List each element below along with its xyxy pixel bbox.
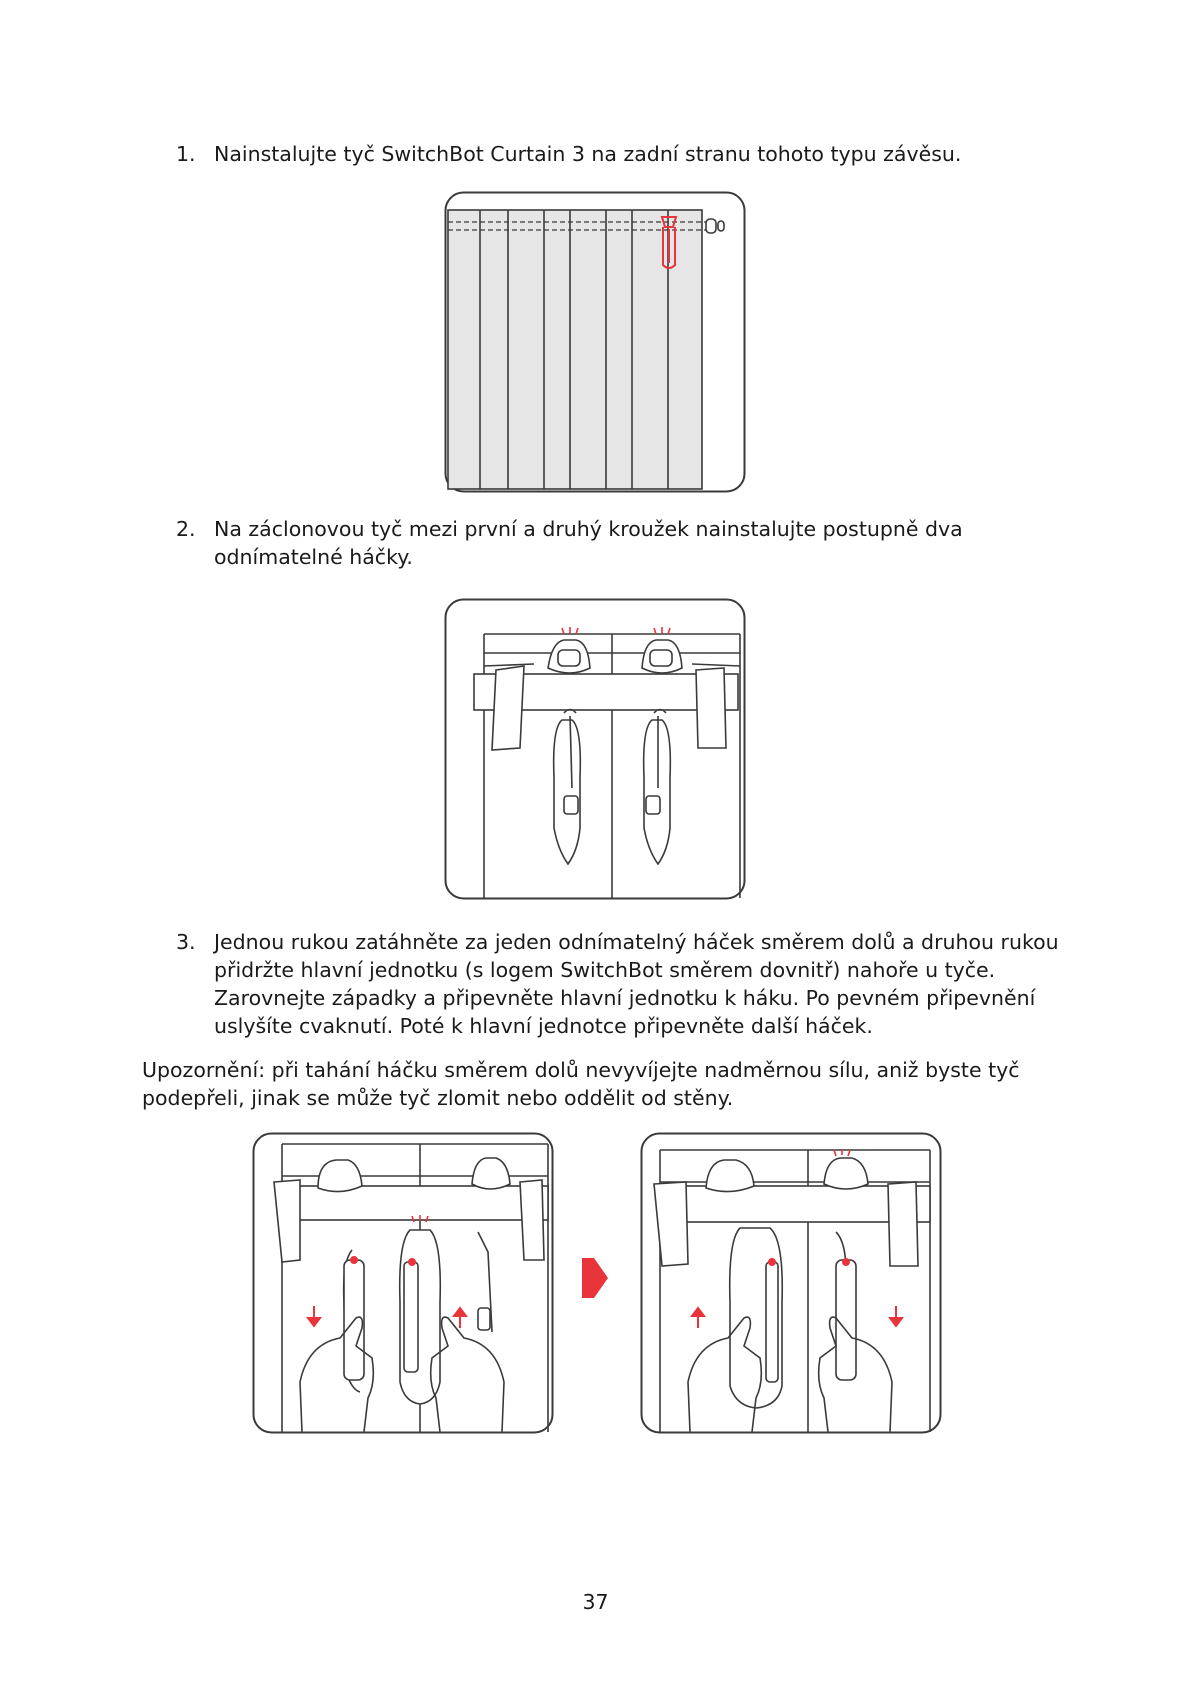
- warning-note: [142, 1056, 1020, 1112]
- panel-before: [254, 1134, 553, 1433]
- step-line: Na záclonovou tyč mezi první a druhý kroužek nainstalujte postupně dva: [214, 517, 963, 541]
- step-number: 2.: [176, 517, 196, 541]
- step-number: 1.: [176, 142, 196, 166]
- step-number: 3.: [176, 930, 196, 954]
- figure-attach-main-unit: [252, 1132, 942, 1434]
- panel-after: [642, 1134, 941, 1433]
- next-arrow-icon: [582, 1258, 608, 1298]
- step-line: Jednou rukou zatáhněte za jeden odnímatelný háček směrem dolů a druhou rukou: [214, 930, 1059, 954]
- step-text: [214, 928, 1059, 1040]
- step-text: [214, 140, 961, 168]
- step-line: Nainstalujte tyč SwitchBot Curtain 3 na zadní stranu tohoto typu závěsu.: [214, 142, 962, 166]
- step-text: [214, 515, 963, 571]
- figure-curtain-rod: [444, 191, 746, 493]
- step-line: uslyšíte cvaknutí. Poté k hlavní jednotce připevněte další háček.: [214, 1014, 873, 1038]
- note-line: Upozornění: při tahání háčku směrem dolů nevyvíjejte nadměrnou sílu, aniž byste tyč: [142, 1058, 1020, 1082]
- step-line: odnímatelné háčky.: [214, 545, 413, 569]
- page-number: 37: [582, 1590, 609, 1614]
- note-line: podepřeli, jinak se může tyč zlomit nebo oddělit od stěny.: [142, 1086, 734, 1110]
- step-line: přidržte hlavní jednotku (s logem SwitchBot směrem dovnitř) nahoře u tyče.: [214, 958, 996, 982]
- figure-removable-hooks: [444, 598, 746, 900]
- step-line: Zarovnejte západky a připevněte hlavní jednotku k háku. Po pevném připevnění: [214, 986, 1036, 1010]
